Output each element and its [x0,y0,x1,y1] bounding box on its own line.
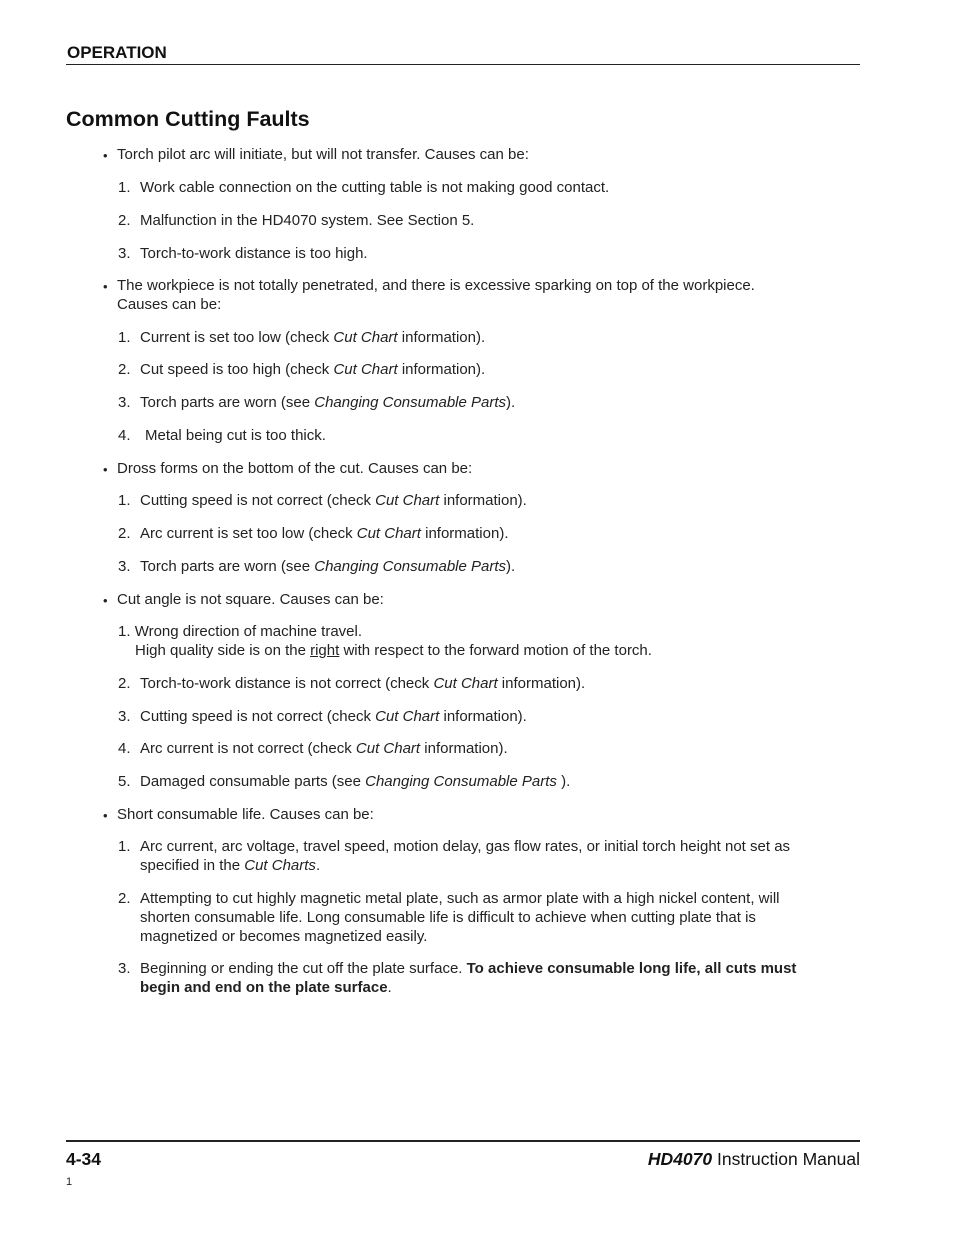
bullet-text: The workpiece is not totally penetrated, and there is excessive sparking on top of the workpiece. [117,277,755,294]
manual-label: Instruction Manual [712,1149,860,1169]
bullet-dot: • [103,462,108,477]
section-header: OPERATION [67,43,167,62]
list-item: Torch-to-work distance is too high. [140,245,368,262]
bullet-dot: • [103,593,108,608]
list-item: Arc current is set too low (check Cut Chart information). [140,525,509,542]
list-item: Attempting to cut highly magnetic metal plate, such as armor plate with a high nickel content, will [140,890,780,907]
manual-title [648,1149,860,1170]
list-item: Damaged consumable parts (see Changing Consumable Parts ). [140,773,571,790]
header-rule [66,64,860,65]
item-number: 3. [118,558,131,575]
list-item-continued: magnetized or becomes magnetized easily. [140,928,428,945]
list-item: Metal being cut is too thick. [145,427,326,444]
list-item: Current is set too low (check Cut Chart information). [140,329,486,346]
list-item: Cut speed is too high (check Cut Chart information). [140,361,486,378]
page-number: 4-34 [66,1149,102,1169]
item-number: 2. [118,890,131,907]
item-number: 3. [118,708,131,725]
item-number: 3. [118,245,131,262]
list-item-continued: High quality side is on the right with respect to the forward motion of the torch. [135,642,652,659]
item-number: 2. [118,525,131,542]
item-number: 1. [118,838,131,855]
item-number: 4. [118,740,131,757]
item-number: 1. [118,329,131,346]
list-item-continued: specified in the Cut Charts. [140,857,321,874]
bullet-dot: • [103,148,108,163]
bullet-dot: • [103,279,108,294]
list-item: Malfunction in the HD4070 system. See Section 5. [140,212,475,229]
bullet-text: Cut angle is not square. Causes can be: [117,591,384,608]
item-number: 4. [118,427,131,444]
list-item: 1. Wrong direction of machine travel. [118,623,363,640]
item-number: 2. [118,675,131,692]
list-item: Torch parts are worn (see Changing Consumable Parts). [140,558,516,575]
item-number: 2. [118,361,131,378]
list-item-continued: begin and end on the plate surface. [140,979,392,996]
list-item: Torch-to-work distance is not correct (check Cut Chart information). [140,675,586,692]
bullet-text: Short consumable life. Causes can be: [117,806,374,823]
page-title: Common Cutting Faults [66,107,310,131]
bullet-text-continued: Causes can be: [117,296,222,313]
item-number: 1. [118,179,131,196]
bullet-text: Dross forms on the bottom of the cut. Causes can be: [117,460,473,477]
item-number: 2. [118,212,131,229]
item-number: 3. [118,394,131,411]
footer-rule [66,1140,860,1142]
item-number: 3. [118,960,131,977]
item-number: 5. [118,773,131,790]
list-item: Arc current is not correct (check Cut Chart information). [140,740,508,757]
list-item: Cutting speed is not correct (check Cut Chart information). [140,492,527,509]
bullet-dot: • [103,808,108,823]
list-item-continued: shorten consumable life. Long consumable life is difficult to achieve when cutting plate that is [140,909,756,926]
model-name: HD4070 [647,1149,713,1169]
list-item: Torch parts are worn (see Changing Consumable Parts). [140,394,516,411]
bullet-text: Torch pilot arc will initiate, but will not transfer. Causes can be: [117,146,529,163]
page-index: 1 [66,1176,73,1188]
list-item: Work cable connection on the cutting table is not making good contact. [140,179,610,196]
list-item: Cutting speed is not correct (check Cut Chart information). [140,708,527,725]
list-item: Arc current, arc voltage, travel speed, motion delay, gas flow rates, or initial torch height not set as [140,838,791,855]
item-number: 1. [118,492,131,509]
list-item: Beginning or ending the cut off the plate surface. To achieve consumable long life, all cuts must [140,960,797,977]
